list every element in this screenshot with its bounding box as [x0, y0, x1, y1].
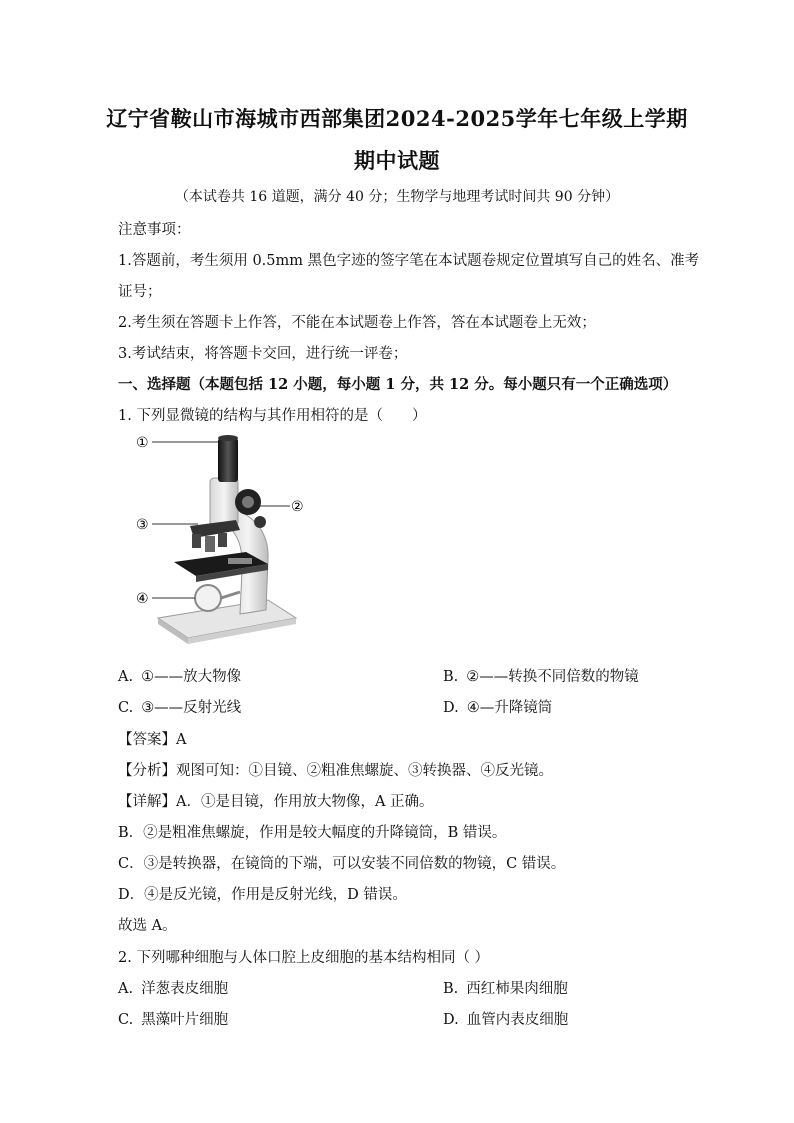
note-item-1-cont: 证号； — [118, 284, 162, 300]
note-item-1: 1.答题前，考生须用 0.5mm 黑色字迹的签字笔在本试题卷规定位置填写自己的姓名、准考 — [118, 253, 700, 269]
q2-option-a-letter: A. — [118, 981, 134, 997]
section-heading-choice: 一、选择题（本题包括 12 小题，每小题 1 分，共 12 分。每小题只有一个正确选项） — [118, 376, 678, 393]
question-1-stem: 1. 下列显微镜的结构与其作用相符的是（ ） — [118, 408, 427, 424]
q2-option-a — [118, 977, 228, 998]
q1-detail-c: C．③是转换器，在镜筒的下端，可以安装不同倍数的物镜，C 错误。 — [118, 856, 566, 872]
q1-analysis: 【分析】观图可知：①目镜、②粗准焦螺旋、③转换器、④反光镜。 — [118, 763, 553, 779]
q1-option-b-letter: B. — [443, 669, 459, 685]
q2-option-b-text: 西红柿果肉细胞 — [466, 981, 568, 997]
q1-option-b — [443, 665, 639, 686]
q2-option-c-text: 黑藻叶片细胞 — [141, 1012, 229, 1028]
note-item-2: 2.考生须在答题卡上作答，不能在本试题卷上作答，答在本试题卷上无效； — [118, 315, 596, 331]
exam-title-line1: 辽宁省鞍山市海城市西部集团2024-2025学年七年级上学期 — [106, 106, 688, 131]
figure-label-2: ② — [291, 499, 304, 515]
q1-option-c-letter: C. — [118, 700, 134, 716]
q1-option-c-text: ③——反射光线 — [141, 700, 242, 716]
q1-answer: 【答案】A — [118, 732, 187, 748]
q2-option-a-text: 洋葱表皮细胞 — [141, 981, 229, 997]
exam-title-line2: 期中试题 — [354, 148, 440, 173]
q1-option-b-text: ②——转换不同倍数的物镜 — [466, 669, 639, 685]
figure-label-4: ④ — [136, 591, 149, 607]
q2-option-b — [443, 977, 568, 998]
q2-option-d-text: 血管内表皮细胞 — [466, 1012, 569, 1028]
q1-option-c — [118, 696, 241, 717]
q2-option-d-letter: D. — [443, 1012, 459, 1028]
notes-heading: 注意事项： — [118, 222, 191, 238]
q1-detail-d: D．④是反光镜，作用是反射光线，D 错误。 — [118, 887, 407, 903]
q1-detail-a: 【详解】A．①是目镜，作用放大物像，A 正确。 — [118, 794, 434, 810]
q2-option-d — [443, 1008, 568, 1029]
figure-label-1: ① — [136, 435, 149, 451]
q1-option-d — [443, 696, 552, 717]
figure-label-3: ③ — [136, 517, 149, 533]
q1-option-d-text: ④—升降镜筒 — [466, 700, 553, 716]
q2-option-b-letter: B. — [443, 981, 459, 997]
q1-option-a-text: ①——放大物像 — [141, 669, 242, 685]
question-2-stem: 2. 下列哪种细胞与人体口腔上皮细胞的基本结构相同（ ） — [118, 950, 490, 966]
q1-option-a-letter: A. — [118, 669, 134, 685]
exam-subtitle: （本试卷共 16 道题，满分 40 分；生物学与地理考试时间共 90 分钟） — [174, 189, 620, 205]
q2-option-c-letter: C. — [118, 1012, 134, 1028]
q2-option-c — [118, 1008, 228, 1029]
q1-option-a — [118, 665, 241, 686]
q1-option-d-letter: D. — [443, 700, 459, 716]
note-item-3: 3.考试结束，将答题卡交回，进行统一评卷； — [118, 346, 408, 362]
microscope-figure — [128, 430, 328, 655]
q1-conclusion: 故选 A。 — [118, 918, 177, 934]
q1-detail-b: B．②是粗准焦螺旋，作用是较大幅度的升降镜筒，B 错误。 — [118, 825, 507, 841]
